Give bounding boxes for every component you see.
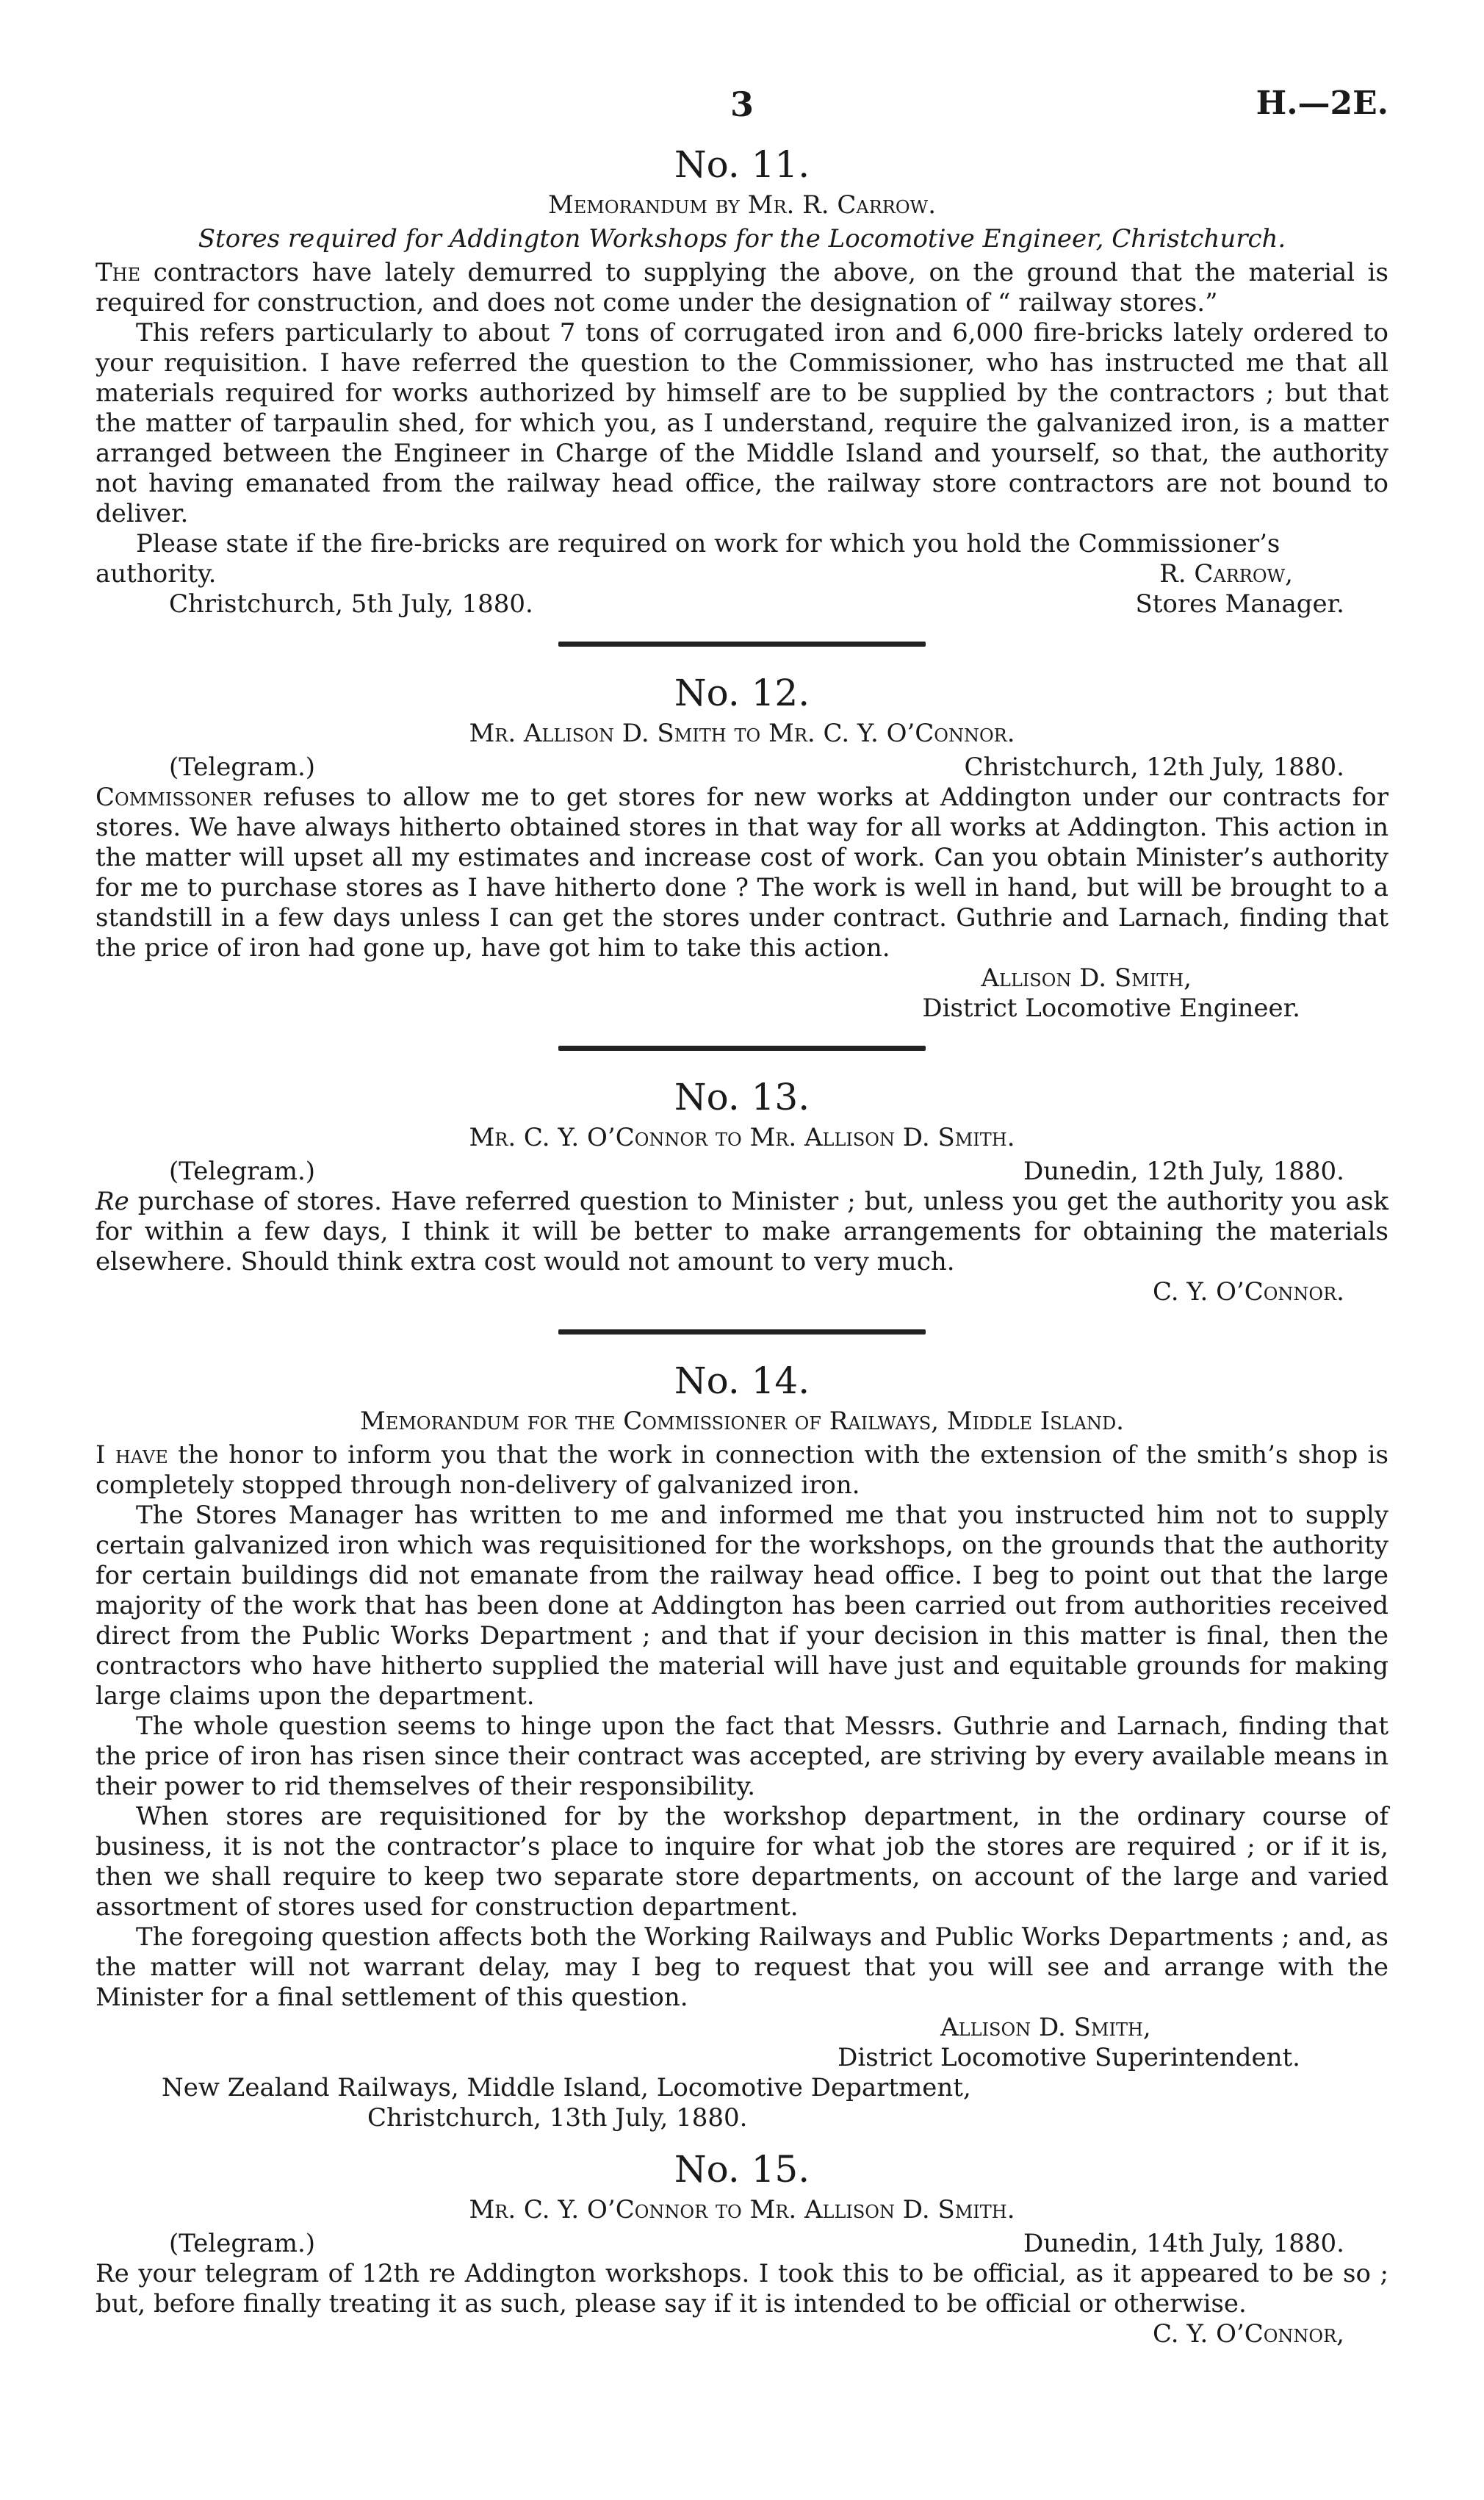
telegram-label: (Telegram.) — [169, 752, 316, 782]
section-divider — [558, 1329, 926, 1335]
signer-title: District Locomotive Superintendent. — [838, 2043, 1300, 2072]
address-date: Christchurch, 13th July, 1880. — [367, 2103, 748, 2133]
paragraph-text: purchase of stores. Have referred question to Minister ; but, unless you get the authority you ask for within a few days, I think it will be better to make arrangements for obtaining the materials elsewhere. Should think extra cost would not amount to very much. — [96, 1187, 1388, 1276]
paragraph — [96, 1440, 1388, 1501]
paragraph — [96, 258, 1388, 318]
telegram-header — [96, 1157, 1388, 1187]
telegram-label: (Telegram.) — [169, 1157, 316, 1186]
lead-word: I have — [96, 1440, 168, 1470]
signer-title: District Locomotive Engineer. — [922, 994, 1300, 1023]
paragraph — [96, 1187, 1388, 1277]
signer-title: Stores Manager. — [1135, 589, 1344, 619]
lead-word: Commissoner — [96, 783, 253, 812]
telegram-header — [96, 752, 1388, 783]
telegram-label: (Telegram.) — [169, 2229, 316, 2258]
document-15 — [96, 2148, 1388, 2349]
document-number: No. 14. — [674, 1359, 810, 1402]
lead-word: The — [96, 258, 141, 287]
address-line: New Zealand Railways, Middle Island, Locomotive Department, — [162, 2073, 971, 2102]
signature-block — [96, 2013, 1388, 2073]
page-number: 3 — [730, 85, 754, 124]
lead-word: Re — [96, 1187, 129, 1216]
paragraph-text: refuses to allow me to get stores for new works at Addington under our contracts for stores. We have always hitherto obtained stores in that way for all works at Addington. This action in the matter will upset all my estimates and increase cost of work. Can you obtain Minister’s authority for me to purchase stores as I have hitherto done ? The work is well in hand, but will be brought to a standstill in a few days unless I can get the stores under contract. Guthrie and Larnach, finding that the price of iron had gone up, have got him to take this action. — [96, 783, 1388, 963]
paragraph: Please state if the fire-bricks are required on work for which you hold the Commissioner’s — [136, 529, 1281, 558]
document-subtitle: Mr. C. Y. O’Connor to Mr. Allison D. Smith. — [469, 2195, 1015, 2224]
place-date: Christchurch, 12th July, 1880. — [964, 752, 1344, 782]
page-header — [96, 85, 1388, 136]
document-11 — [96, 143, 1388, 619]
paragraph: The foregoing question affects both the Working Railways and Public Works Departments ; and, as the matter will not warrant delay, may I beg to request that you will see and arrange with the Minister for a final settlement of this question. — [96, 1922, 1388, 2012]
paragraph — [96, 783, 1388, 963]
signer-name: R. Carrow, — [1159, 559, 1293, 589]
place-date: Dunedin, 14th July, 1880. — [1023, 2229, 1344, 2258]
document-number: No. 11. — [674, 143, 810, 186]
signer-name: C. Y. O’Connor, — [1152, 2319, 1344, 2349]
paragraph: Re your telegram of 12th re Addington workshops. I took this to be official, as it appeared to be so ; but, before finally treating it as such, please say if it is intended to be official or otherwise. — [96, 2259, 1388, 2318]
document-13 — [96, 1076, 1388, 1307]
place-date: Dunedin, 12th July, 1880. — [1023, 1157, 1344, 1186]
signer-name: C. Y. O’Connor. — [1152, 1277, 1344, 1307]
date-row — [96, 589, 1388, 619]
document-number: No. 12. — [674, 672, 810, 714]
document-subtitle: Memorandum for the Commissioner of Railways, Middle Island. — [359, 1407, 1124, 1436]
signer-name: Allison D. Smith, — [981, 963, 1192, 993]
signature-row — [96, 559, 1388, 589]
document-12 — [96, 672, 1388, 1024]
place-date: Christchurch, 5th July, 1880. — [169, 589, 533, 619]
section-divider — [558, 642, 926, 647]
signer-name: Allison D. Smith, — [940, 2013, 1151, 2042]
paragraph: This refers particularly to about 7 tons of corrugated iron and 6,000 fire-bricks lately ordered to your requisition. I have referred the question to the Commissioner, who has instructed me that all materials required for works authorized by himself are to be supplied by the contractors ; but that the matter of tarpaulin shed, for which you, as I understand, require the galvanized iron, is a matter arranged between the Engineer in Charge of the Middle Island and yourself, so that, the authority not having emanated from the railway head office, the railway store contractors are not bound to deliver. — [96, 318, 1388, 528]
document-14 — [96, 1359, 1388, 2133]
document-subtitle: Mr. C. Y. O’Connor to Mr. Allison D. Smith. — [469, 1123, 1015, 1152]
signature-block — [96, 963, 1388, 1024]
document-subtitle: Mr. Allison D. Smith to Mr. C. Y. O’Connor. — [469, 719, 1015, 748]
section-divider — [558, 1046, 926, 1051]
paragraph-text: contractors have lately demurred to supplying the above, on the ground that the material is required for construction, and does not come under the designation of “ railway stores.” — [96, 258, 1388, 317]
paragraph-end: authority. — [96, 559, 217, 589]
paragraph: The Stores Manager has written to me and informed me that you instructed him not to supply certain galvanized iron which was requisitioned for the workshops, on the grounds that the authority for certain buildings did not emanate from the railway head office. I beg to point out that the large majority of the work that has been done at Addington has been carried out from authorities received direct from the Public Works Department ; and that if your decision in this matter is final, then the contractors who have hitherto supplied the material will have just and equitable grounds for making large claims upon the department. — [96, 1501, 1388, 1711]
document-number: No. 15. — [674, 2148, 810, 2191]
paragraph-text: the honor to inform you that the work in connection with the extension of the smith’s shop is completely stopped through non-delivery of galvanized iron. — [96, 1440, 1388, 1500]
paper-reference: H.—2E. — [1256, 85, 1388, 122]
paragraph: The whole question seems to hinge upon the fact that Messrs. Guthrie and Larnach, finding that the price of iron has risen since their contract was accepted, are striving by every available means in their power to rid themselves of their responsibility. — [96, 1711, 1388, 1801]
paragraph: When stores are requisitioned for by the workshop department, in the ordinary course of business, it is not the contractor’s place to inquire for what job the stores are required ; or if it is, then we shall require to keep two separate store departments, on account of the large and varied assortment of stores used for construction department. — [96, 1802, 1388, 1922]
document-subtitle: Memorandum by Mr. R. Carrow. — [547, 190, 937, 220]
document-number: No. 13. — [674, 1076, 810, 1118]
telegram-header — [96, 2229, 1388, 2259]
document-heading: Stores required for Addington Workshops for the Locomotive Engineer, Christchurch. — [198, 224, 1286, 254]
document-page — [96, 85, 1388, 2349]
